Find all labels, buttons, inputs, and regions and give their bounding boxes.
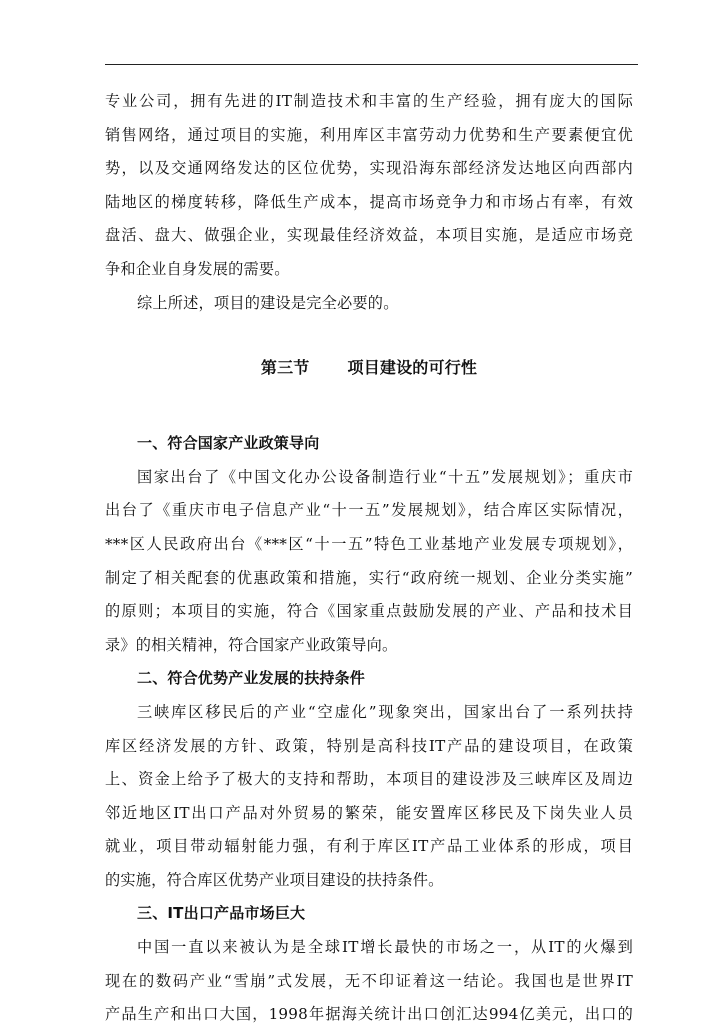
text-line: 现在的数码产业“雪崩”式发展，无不印证着这一结论。我国也是世界IT: [105, 971, 633, 990]
document-body: [105, 85, 633, 1032]
text-line: 三峡库区移民后的产业“空虚化”现象突出，国家出台了一系列扶持: [137, 702, 633, 721]
text-line: 邻近地区IT出口产品对外贸易的繁荣，能安置库区移民及下岗失业人员: [105, 803, 633, 822]
subsection-paragraph: [105, 696, 633, 898]
subsection-paragraph: [105, 931, 633, 1032]
text-line: 库区经济发展的方针、政策，特别是高科技IT产品的建设项目，在政策: [105, 736, 633, 755]
section-number: 第三节: [260, 358, 310, 378]
text-line: 国家出台了《中国文化办公设备制造行业“十五”发展规划》；重庆市: [137, 467, 633, 486]
section-title-text: 项目建设的可行性: [347, 358, 478, 378]
text-line: 产品生产和出口大国，1998年据海关统计出口创汇达994亿美元，出口的: [105, 1005, 633, 1024]
subsection-heading: 三、IT出口产品市场巨大: [137, 904, 306, 923]
text-line: 争和企业自身发展的需要。: [105, 259, 290, 278]
text-line: 上、资金上给予了极大的支持和帮助，本项目的建设涉及三峡库区及周边: [105, 770, 633, 789]
subsection-heading: 一、符合国家产业政策导向: [137, 434, 320, 453]
text-line: 出台了《重庆市电子信息产业“十一五”发展规划》，结合库区实际情况，: [105, 501, 633, 520]
text-line: ***区人民政府出台《***区“十一五”特色工业基地产业发展专项规划》，: [105, 534, 633, 553]
header-rule: [105, 64, 638, 65]
subsection-heading: 二、符合优势产业发展的扶持条件: [137, 669, 366, 688]
section-title: [105, 320, 633, 409]
text-line: 的实施，符合库区优势产业项目建设的扶持条件。: [105, 870, 444, 889]
text-line: 中国一直以来被认为是全球IT增长最快的市场之一，从IT的火爆到: [137, 938, 633, 957]
text-line: 专业公司，拥有先进的IT制造技术和丰富的生产经验，拥有庞大的国际: [105, 92, 633, 110]
text-line: 的原则；本项目的实施，符合《国家重点鼓励发展的产业、产品和技术目: [105, 602, 633, 621]
subsection-paragraph: [105, 461, 633, 663]
intro-paragraph: [105, 85, 633, 287]
text-line: 制定了相关配套的优惠政策和措施，实行“政府统一规划、企业分类实施”: [105, 568, 633, 587]
conclusion-paragraph: 综上所述，项目的建设是完全必要的。: [137, 293, 399, 312]
text-line: 销售网络，通过项目的实施，利用库区丰富劳动力优势和生产要素便宜优: [105, 125, 633, 144]
text-line: 就业，项目带动辐射能力强，有利于库区IT产品工业体系的形成，项目: [105, 837, 633, 856]
text-line: 势，以及交通网络发达的区位优势，实现沿海东部经济发达地区向西部内: [105, 159, 633, 178]
text-line: 盘活、盘大、做强企业，实现最佳经济效益，本项目实施，是适应市场竞: [105, 226, 633, 245]
text-line: 录》的相关精神，符合国家产业政策导向。: [105, 635, 398, 654]
text-line: 陆地区的梯度转移，降低生产成本，提高市场竞争力和市场占有率，有效: [105, 192, 633, 211]
